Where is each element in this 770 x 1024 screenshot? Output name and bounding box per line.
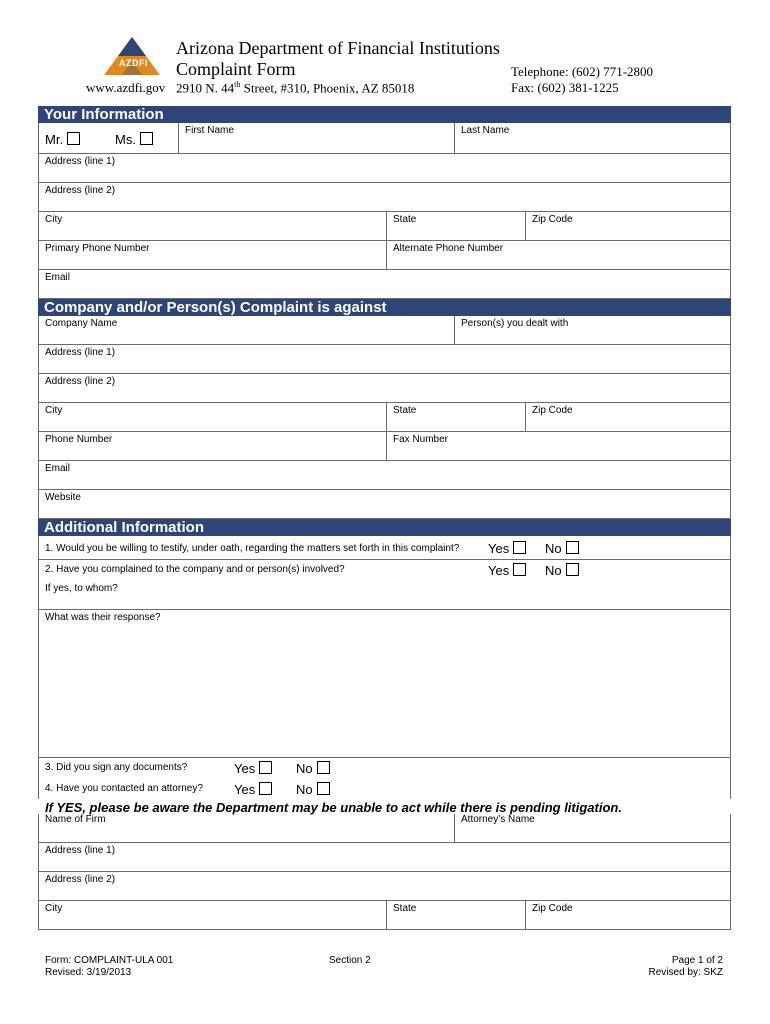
ms-checkbox[interactable]: Ms.: [115, 132, 153, 147]
fax: Fax: (602) 381-1225: [511, 80, 619, 95]
zip-field[interactable]: Zip Code: [525, 212, 730, 240]
q1-yes-checkbox[interactable]: Yes: [488, 541, 526, 556]
row-phone: [38, 241, 731, 270]
website-link[interactable]: www.azdfi.gov: [86, 80, 166, 95]
company-fax-field[interactable]: Fax Number: [386, 432, 730, 460]
question-attorney: 4. Have you contacted an attorney?: [45, 783, 203, 794]
footer-form-id: Form: COMPLAINT-ULA 001: [45, 955, 174, 966]
row-q1: [38, 536, 731, 560]
question-sign-documents: 3. Did you sign any documents?: [45, 762, 188, 773]
logo-text: AZDFI: [119, 58, 148, 68]
q2-no-checkbox[interactable]: No: [545, 563, 579, 578]
alt-phone-field[interactable]: Alternate Phone Number: [386, 241, 730, 269]
row-company: [38, 316, 731, 345]
attorney-zip-field[interactable]: Zip Code: [525, 901, 730, 929]
footer-page: Page 1 of 2: [671, 955, 723, 966]
footer-section: Section 2: [329, 955, 371, 966]
company-name-field[interactable]: Company Name: [45, 318, 118, 329]
row-name: [38, 123, 731, 154]
firm-name-field[interactable]: Name of Firm: [45, 814, 106, 825]
question-complained: 2. Have you complained to the company and or person(s) involved?: [45, 564, 345, 575]
attorney-address-line1-field[interactable]: Address (line 1): [38, 843, 731, 872]
company-website-field[interactable]: Website: [38, 490, 731, 519]
section-additional-information: Additional Information: [38, 519, 731, 536]
q1-no-checkbox[interactable]: No: [545, 541, 579, 556]
company-email-field[interactable]: Email: [38, 461, 731, 490]
company-address-line1-field[interactable]: Address (line 1): [38, 345, 731, 374]
their-response-field[interactable]: What was their response?: [38, 610, 731, 758]
q3-no-checkbox[interactable]: No: [296, 761, 330, 776]
section-company: Company and/or Person(s) Complaint is against: [38, 299, 731, 316]
row-city: [38, 212, 731, 241]
last-name-field[interactable]: Last Name: [454, 123, 730, 153]
footer-revised-date: Revised: 3/19/2013: [45, 967, 132, 978]
primary-phone-field[interactable]: Primary Phone Number: [45, 243, 150, 254]
litigation-warning: If YES, please be aware the Department may be unable to act while there is pending litigation.: [45, 800, 622, 815]
q2-yes-checkbox[interactable]: Yes: [488, 563, 526, 578]
salutation-cell: [39, 123, 178, 153]
agency-title: Arizona Department of Financial Institutions: [176, 38, 500, 58]
row-firm: [38, 814, 731, 843]
azdfi-logo: [102, 35, 162, 77]
attorney-name-field[interactable]: Attorney’s Name: [454, 814, 730, 842]
company-zip-field[interactable]: Zip Code: [525, 403, 730, 431]
row-q3: [38, 758, 731, 778]
attorney-address-line2-field[interactable]: Address (line 2): [38, 872, 731, 901]
row-company-phone: [38, 432, 731, 461]
agency-address: 2910 N. 44th Street, #310, Phoenix, AZ 85018: [176, 80, 415, 96]
email-field[interactable]: Email: [38, 270, 731, 299]
company-city-field[interactable]: City: [45, 405, 63, 416]
row-attorney-city: [38, 901, 731, 930]
persons-field[interactable]: Person(s) you dealt with: [454, 316, 730, 344]
if-yes-to-whom-field[interactable]: If yes, to whom?: [38, 581, 731, 610]
company-phone-field[interactable]: Phone Number: [45, 434, 113, 445]
attorney-state-field[interactable]: State: [386, 901, 525, 929]
question-testify: 1. Would you be willing to testify, under oath, regarding the matters set forth in this complaint?: [45, 543, 460, 554]
footer-revised-by: Revised by: SKZ: [648, 967, 723, 978]
q3-yes-checkbox[interactable]: Yes: [234, 761, 272, 776]
company-address-line2-field[interactable]: Address (line 2): [38, 374, 731, 403]
mr-checkbox[interactable]: Mr.: [45, 132, 80, 147]
form-title: Complaint Form: [176, 59, 296, 79]
attorney-city-field[interactable]: City: [45, 903, 63, 914]
state-field[interactable]: State: [386, 212, 525, 240]
address-line1-field[interactable]: Address (line 1): [38, 154, 731, 183]
company-state-field[interactable]: State: [386, 403, 525, 431]
q4-yes-checkbox[interactable]: Yes: [234, 782, 272, 797]
row-company-city: [38, 403, 731, 432]
first-name-field[interactable]: First Name: [178, 123, 454, 153]
q4-no-checkbox[interactable]: No: [296, 782, 330, 797]
telephone: Telephone: (602) 771-2800: [511, 64, 654, 79]
address-line2-field[interactable]: Address (line 2): [38, 183, 731, 212]
row-q2: [38, 560, 731, 581]
section-your-information: Your Information: [38, 106, 731, 123]
row-q4: [38, 778, 731, 799]
city-field[interactable]: City: [45, 214, 63, 225]
